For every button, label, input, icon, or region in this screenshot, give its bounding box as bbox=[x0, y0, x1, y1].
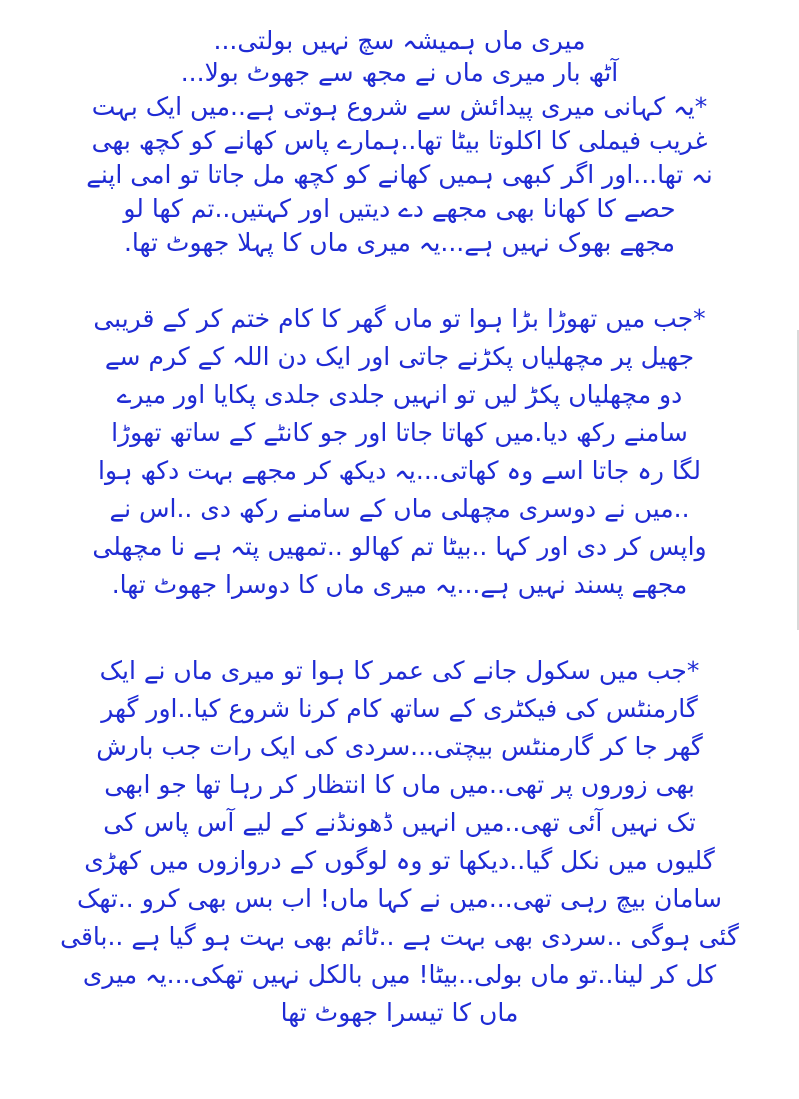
paragraph-3-line-7: سامان بیچ رہی تھی...میں نے کہا ماں! اب بس بھی کرو ..تھک bbox=[77, 884, 722, 913]
paragraph-3-line-10: ماں کا تیسرا جھوٹ تھا bbox=[280, 998, 519, 1027]
paragraph-3-line-8: گئی ہوگی ..سردی بھی بہت ہے ..ٹائم بھی بہت ہو گیا ہے ..باقی bbox=[60, 922, 739, 951]
paragraph-3-line-9: کل کر لینا..تو ماں بولی..بیٹا! میں بالکل نہیں تھکی...یہ میری bbox=[82, 960, 717, 989]
paragraph-3-line-6: گلیوں میں نکل گیا..دیکھا تو وہ لوگوں کے دروازوں میں کھڑی bbox=[84, 846, 715, 875]
paragraph-2-line-6: ..میں نے دوسری مچھلی ماں کے سامنے رکھ دی ..اس نے bbox=[109, 494, 690, 523]
paragraph-1-line-5: مجھے بھوک نہیں ہے...یہ میری ماں کا پہلا جھوٹ تھا. bbox=[123, 228, 676, 257]
paragraph-3-line-4: بھی زوروں پر تھی..میں ماں کا انتظار کر رہا تھا جو ابھی bbox=[104, 770, 695, 799]
paragraph-2-line-2: جھیل پر مچھلیاں پکڑنے جاتی اور ایک دن اللہ کے کرم سے bbox=[104, 342, 695, 371]
paragraph-3-line-3: گھر جا کر گارمنٹس بیچتی...سردی کی ایک رات جب بارش bbox=[96, 732, 703, 761]
paragraph-1-line-2: غریب فیملی کا اکلوتا بیٹا تھا..ہمارے پاس کھانے کو کچھ بھی bbox=[91, 126, 708, 155]
paragraph-1-line-1: *یہ کہانی میری پیدائش سے شروع ہوتی ہے..میں ایک بہت bbox=[91, 92, 708, 121]
paragraph-2-line-7: واپس کر دی اور کہا ..بیٹا تم کھالو ..تمھیں پتہ ہے نا مچھلی bbox=[92, 532, 707, 561]
paragraph-2-line-8: مجھے پسند نہیں ہے...یہ میری ماں کا دوسرا جھوٹ تھا. bbox=[111, 570, 688, 599]
title-line-2: آٹھ بار میری ماں نے مجھ سے جھوٹ بولا... bbox=[180, 58, 619, 87]
paragraph-1-line-3: نہ تھا...اور اگر کبھی ہمیں کھانے کو کچھ مل جاتا تو امی اپنے bbox=[86, 160, 713, 189]
paragraph-2-line-3: دو مچھلیاں پکڑ لیں تو انہیں جلدی جلدی پکایا اور میرے bbox=[116, 380, 683, 409]
paragraph-2-line-5: لگا رہ جاتا اسے وہ کھاتی...یہ دیکھ کر مجھے بہت دکھ ہوا bbox=[98, 456, 701, 485]
paragraph-2-line-1: *جب میں تھوڑا بڑا ہوا تو ماں گھر کا کام ختم کر کے قریبی bbox=[93, 304, 706, 333]
paragraph-3-line-1: *جب میں سکول جانے کی عمر کا ہوا تو میری ماں نے ایک bbox=[99, 656, 700, 685]
paragraph-3-line-2: گارمنٹس کی فیکٹری کے ساتھ کام کرنا شروع کیا..اور گھر bbox=[101, 694, 698, 723]
title-line-1: میری ماں ہمیشہ سچ نہیں بولتی... bbox=[213, 26, 586, 55]
paragraph-2-line-4: سامنے رکھ دیا.میں کھاتا جاتا اور جو کانٹے کے ساتھ تھوڑا bbox=[111, 418, 688, 447]
paragraph-1-line-4: حصے کا کھانا بھی مجھے دے دیتیں اور کہتیں..تم کھا لو bbox=[123, 194, 676, 223]
paragraph-3-line-5: تک نہیں آئی تھی..میں انہیں ڈھونڈنے کے لیے آس پاس کی bbox=[103, 808, 696, 837]
